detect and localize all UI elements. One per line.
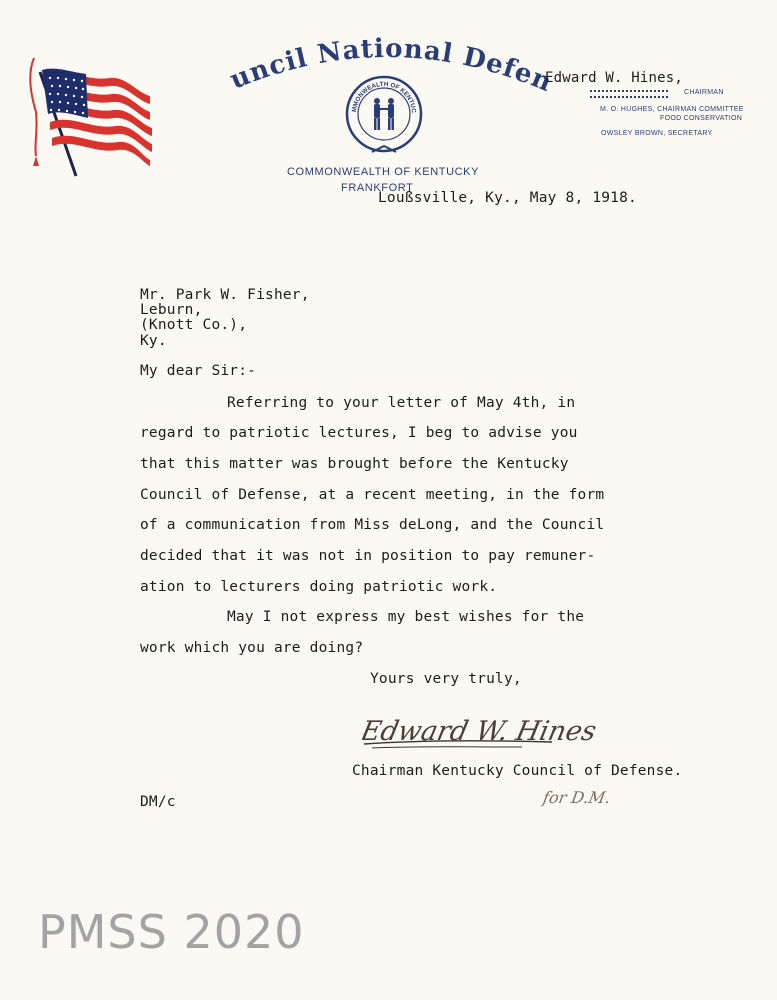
initials-note [540,782,650,812]
body-line: decided that it was not in position to pay remuner- [140,548,596,564]
date-line: Loußsville, Ky., May 8, 1918. [378,190,637,206]
recipient-line: Ky. [140,333,167,349]
state-seal [344,74,424,158]
recipient-line: (Knott Co.), [140,317,248,333]
seal-text: MMONWEALTH OF KENTUC [350,80,418,114]
body-line: May I not express my best wishes for the [227,609,585,625]
struck-name [590,90,668,98]
body-line: ation to lecturers doing patriotic work. [140,579,498,595]
body-line: work which you are doing? [140,640,364,656]
letterhead-city: FRANKFORT [341,182,414,194]
letterhead-org: COMMONWEALTH OF KENTUCKY [287,166,480,178]
salutation: My dear Sir:- [140,363,257,379]
body-line: Council of Defense, at a recent meeting, in the form [140,487,605,503]
signature-text: Edward W. Hines [362,716,600,747]
body-line: of a communication from Miss deLong, and the Council [140,517,605,533]
svg-text:COMMONWEALTH OF KENTUCKY [344,74,417,114]
typist-reference: DM/c [140,794,176,810]
recipient-line: Mr. Park W. Fisher, [140,287,310,303]
watermark: PMSS 2020 [38,905,305,959]
initials-note-text: for D.M. [541,788,612,807]
body-line: that this matter was brought before the Kentucky [140,456,569,472]
body-line: regard to patriotic lectures, I beg to advise you [140,425,578,441]
letterhead-title-text: uncil National Defe [225,33,538,96]
closing: Yours very truly, [370,671,522,687]
body-line: Referring to your letter of May 4th, in [227,395,576,411]
signer-title: Chairman Kentucky Council of Defense. [352,763,683,779]
signature [362,700,612,760]
chairman-name: Edward W. Hines, [545,70,684,86]
flag-icon [26,52,154,180]
recipient-line: Leburn, [140,302,203,318]
chairman-role: CHAIRMAN [684,89,724,96]
food-line-2: FOOD CONSERVATION [660,115,743,122]
secretary: OWSLEY BROWN, SECRETARY [601,130,713,137]
food-line-1: M. O. HUGHES, CHAIRMAN COMMITTEE [600,106,744,113]
